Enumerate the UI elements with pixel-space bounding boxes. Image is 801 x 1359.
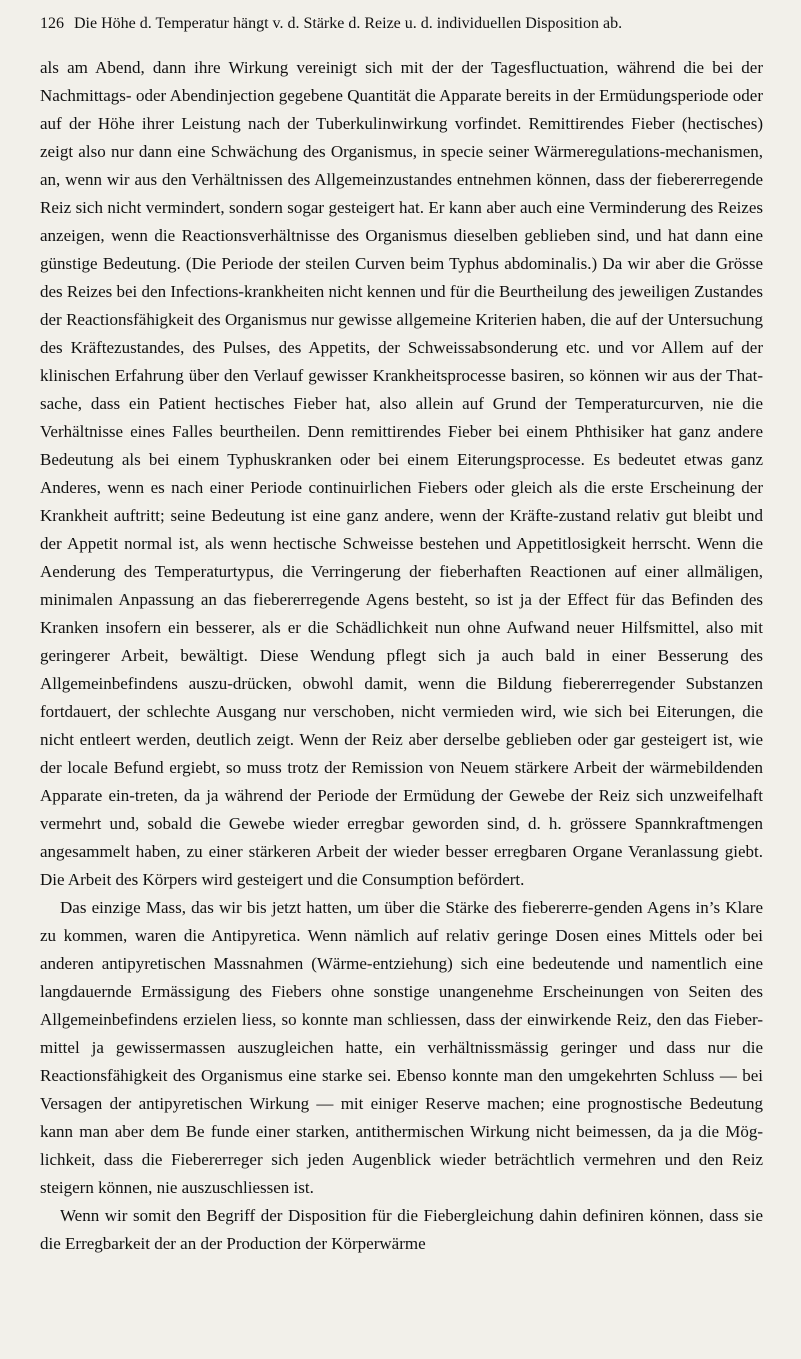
page-body	[40, 54, 763, 1258]
paragraph-1: als am Abend, dann ihre Wirkung vereinigt sich mit der der Tagesfluctuation, während die bei der Nachmittags- oder Abendinjection gegebene Quantität die Apparate bereits in der Ermüdungsperiode oder auf der Höhe ihrer Leistung nach der Tuberkulinwirkung vorfindet. Remittirendes Fieber (hectisches) zeigt also nur dann eine Schwächung des Organismus, in specie seiner Wärmeregulations-mechanismen, an, wenn wir aus den Verhältnissen des Allgemeinzustandes entnehmen können, dass der fiebererregende Reiz sich nicht vermindert, sondern sogar gesteigert hat. Er kann aber auch eine Verminderung des Reizes anzeigen, wenn die Reactionsverhältnisse des Organismus dieselben geblieben sind, und hat dann eine günstige Bedeutung. (Die Periode der steilen Curven beim Typhus abdominalis.) Da wir aber die Grösse des Reizes bei den Infections-krankheiten nicht kennen und für die Beurtheilung des jeweiligen Zustandes der Reactionsfähigkeit des Organismus nur gewisse allgemeine Kriterien haben, die auf der Untersuchung des Kräftezustandes, des Pulses, des Appetits, der Schweissabsonderung etc. und vor Allem auf der klinischen Erfahrung über den Verlauf gewisser Krankheitsprocesse basiren, so können wir aus der That-sache, dass ein Patient hectisches Fieber hat, also allein auf Grund der Temperaturcurven, nie die Verhältnisse eines Falles beurtheilen. Denn remittirendes Fieber bei einem Phthisiker hat ganz andere Bedeutung als bei einem Typhuskranken oder bei einem Eiterungsprocesse. Es bedeutet etwas ganz Anderes, wenn es nach einer Periode continuirlichen Fiebers oder gleich als die erste Erscheinung der Krankheit auftritt; seine Bedeutung ist eine ganz andere, wenn der Kräfte-zustand relativ gut bleibt und der Appetit normal ist, als wenn hectische Schweisse bestehen und Appetitlosigkeit herrscht. Wenn die Aenderung des Temperaturtypus, die Verringerung der fieberhaften Reactionen auf einer allmäligen, minimalen Anpassung an das fiebererregende Agens besteht, so ist ja der Effect für das Befinden des Kranken insofern ein besserer, als er die Schädlichkeit nun ohne Aufwand neuer Hilfsmittel, also mit geringerer Arbeit, bewältigt. Diese Wendung pflegt sich ja auch bald in einer Besserung des Allgemeinbefindens auszu-drücken, obwohl damit, wenn die Bildung fiebererregender Substanzen fortdauert, der schlechte Ausgang nur verschoben, nicht vermieden wird, wie sich bei Eiterungen, die nicht entleert werden, deutlich zeigt. Wenn der Reiz aber derselbe geblieben oder gar gesteigert ist, wie der locale Befund ergiebt, so muss trotz der Remission von Neuem stärkere Arbeit der wärmebildenden Apparate ein-treten, da ja während der Periode der Ermüdung der Gewebe der Reiz sich unzweifelhaft vermehrt und, sobald die Gewebe wieder erregbar geworden sind, d. h. grössere Spannkraftmengen angesammelt haben, zu einer stärkeren Arbeit der wieder besser erregbaren Organe Veranlassung giebt. Die Arbeit des Körpers wird gesteigert und die Consumption befördert.	[40, 58, 763, 889]
running-title: Die Höhe d. Temperatur hängt v. d. Stärke d. Reize u. d. individuellen Disposition ab.	[74, 15, 623, 32]
paragraph-3: Wenn wir somit den Begriff der Disposition für die Fiebergleichung dahin definiren können, dass sie die Erregbarkeit der an der Production der Körperwärme	[40, 1206, 763, 1253]
paragraph-2: Das einzige Mass, das wir bis jetzt hatten, um über die Stärke des fiebererre-genden Agens in’s Klare zu kommen, waren die Antipyretica. Wenn nämlich auf relativ geringe Dosen eines Mittels oder bei anderen antipyretischen Massnahmen (Wärme-entziehung) sich eine bedeutende und namentlich eine langdauernde Ermässigung des Fiebers ohne sonstige unangenehme Erscheinungen von Seiten des Allgemeinbefindens erzielen liess, so konnte man schliessen, dass der einwirkende Reiz, den das Fieber-mittel ja gewissermassen auszugleichen hatte, ein verhältnissmässig geringer und dass nur die Reactionsfähigkeit des Organismus eine starke sei. Ebenso konnte man den umgekehrten Schluss — bei Versagen der antipyretischen Wirkung — mit einiger Reserve machen; eine prognostische Bedeutung kann man aber dem Be funde einer starken, antithermischen Wirkung nicht beimessen, da ja die Mög-lichkeit, dass die Fiebererreger sich jeden Augenblick wieder beträchtlich vermehren und den Reiz steigern können, nie auszuschliessen ist.	[40, 898, 763, 1197]
running-header	[40, 14, 763, 34]
page-number: 126	[40, 15, 64, 32]
